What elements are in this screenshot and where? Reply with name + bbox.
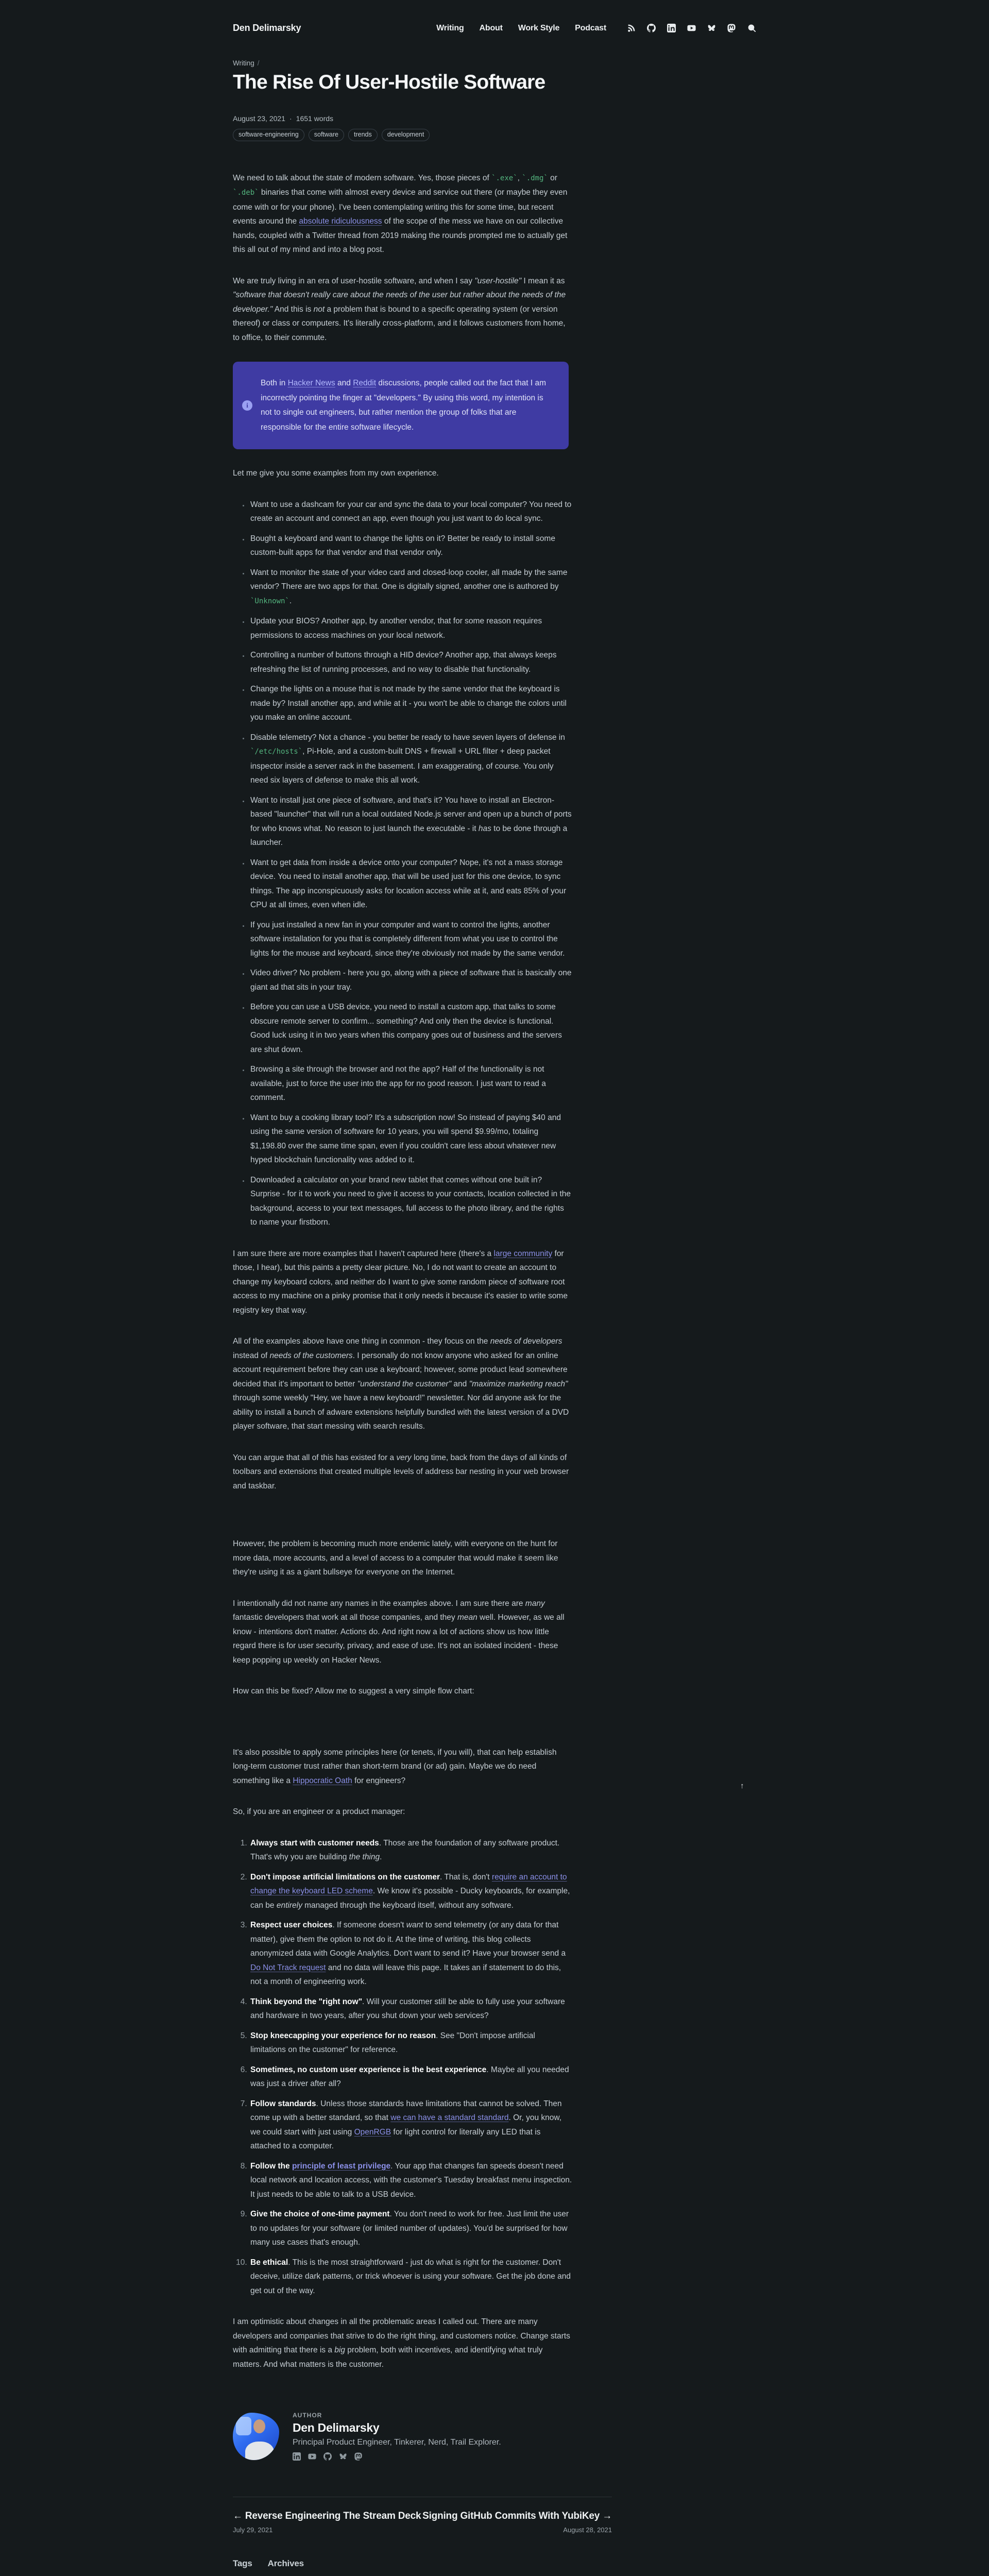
author-label: AUTHOR: [293, 2412, 322, 2419]
paragraph: I am optimistic about changes in all the problematic areas I called out. There are many developers and companies that strive to do the right thing, and customers notice. Change starts with admitting that there is a big problem, both with incentives, and identifying what truly matters. And what matters is the customer.: [233, 2317, 570, 2369]
bold-text: Give the choice of one-time payment: [250, 2210, 390, 2219]
main-nav: [436, 24, 756, 33]
tag-pill[interactable]: software: [309, 129, 344, 141]
emphasis-text: "understand the customer": [357, 1379, 452, 1388]
numbered-list: [233, 1836, 573, 2298]
youtube-icon[interactable]: [308, 2452, 316, 2461]
footer-links: [233, 2558, 612, 2569]
avatar-shirt: [245, 2442, 274, 2460]
bluesky-icon[interactable]: [339, 2452, 347, 2461]
inline-link[interactable]: large community: [493, 1249, 553, 1258]
bold-text: Think beyond the "right now": [250, 1997, 363, 2006]
list-item: • Before you can use a USB device, you need to install a custom app, that talks to some obscure remote server to confirm... something? And only then the device is functional. Good luck using it in two years when this company goes out of business and the servers are shut down.: [249, 1000, 573, 1057]
paragraph: How can this be fixed? Allow me to suggest a very simple flow chart:: [233, 1687, 474, 1696]
section-spacer: [233, 1510, 573, 1537]
main-content: [233, 59, 756, 2461]
nav-item-writing[interactable]: Writing: [436, 23, 464, 32]
bold-text: Sometimes, no custom user experience is the best experience: [250, 2065, 487, 2074]
paragraph: All of the examples above have one thing in common - they focus on the needs of developers instead of needs of the customers. I personally do not know anyone who asked for an online account requirement before they can use a keyboard; however, some product lead somewhere decided that it's important to better "understand the customer" and "maximize marketing reach" through some weekly "Hey, we have a new keyboard!" newsletter. Nor did anyone ask for the ability to install a bunch of adware extensions helpfully bundled with the latest version of a DVD player software, that start messing with search results.: [233, 1337, 569, 1431]
list-item: • Want to install just one piece of software, and that's it? You have to install an Electron-based "launcher" that will run a local outdated Node.js server and open up a bunch of ports for who knows what. No reason to just launch the executable - it has to be done through a launcher.: [249, 793, 573, 850]
bold-text: Follow the: [250, 2161, 292, 2171]
inline-link[interactable]: Reddit: [353, 379, 377, 388]
emphasis-text: has: [478, 824, 491, 833]
emphasis-text: "maximize marketing reach": [469, 1379, 568, 1388]
post-date: August 23, 2021: [233, 114, 285, 123]
inline-link[interactable]: Do Not Track request: [250, 1963, 326, 1972]
emphasis-text: the thing: [349, 1853, 380, 1862]
bullet-list: [233, 498, 573, 1230]
inline-code: `/etc/hosts`: [250, 748, 303, 756]
prev-post-date: July 29, 2021: [233, 2526, 273, 2534]
author-bio: Principal Product Engineer, Tinkerer, Nerd, Trail Explorer.: [293, 2438, 501, 2447]
tag-pill[interactable]: software-engineering: [233, 129, 304, 141]
page: [233, 0, 756, 2576]
mastodon-icon[interactable]: [727, 24, 736, 32]
post-navigation: [233, 2511, 612, 2534]
list-item: • Change the lights on a mouse that is not made by the same vendor that the keyboard is made by? Install another app, and while at it - you won't be able to change the colors until you make an online account.: [249, 682, 573, 725]
bold-text: Stop kneecapping your experience for no reason: [250, 2031, 436, 2040]
github-icon[interactable]: [647, 24, 656, 32]
tag-pill[interactable]: trends: [348, 129, 378, 141]
tag-list: [233, 129, 756, 141]
info-callout: [233, 362, 569, 449]
bluesky-icon[interactable]: [707, 24, 716, 32]
meta-dot: ·: [289, 114, 292, 123]
bold-text: Don't impose artificial limitations on the customer: [250, 1872, 440, 1882]
list-item: • Browsing a site through the browser and not the app? Half of the functionality is not available, just to force the user into the app for no good reason. I just want to read a comment.: [249, 1062, 573, 1105]
paragraph: You can argue that all of this has existed for a very long time, back from the days of all kinds of toolbars and extensions that created multiple levels of address bar nesting in your web browser and taskbar.: [233, 1453, 569, 1490]
paragraph: It's also possible to apply some principles here (or tenets, if you will), that can help establish long-term customer trust rather than short-term brand (or ad) gain. Maybe we do need something like a Hippocratic Oath for engineers?: [233, 1748, 557, 1785]
next-post-link[interactable]: Signing GitHub Commits With YubiKey →: [422, 2511, 612, 2522]
paragraph: I am sure there are more examples that I haven't captured here (there's a large community for those, I hear), but this paints a pretty clear picture. No, I do not want to create an account to change my keyboard colors, and neither do I want to give some random piece of software root access to my machine on a pinky promise that it only needs it because it's easier to write some registry key that way.: [233, 1249, 568, 1315]
avatar-head: [253, 2419, 265, 2433]
inline-code: `.exe`: [491, 174, 518, 182]
github-icon[interactable]: [323, 2452, 332, 2461]
footer-link-archives[interactable]: Archives: [267, 2558, 304, 2569]
paragraph: However, the problem is becoming much more endemic lately, with everyone on the hunt for more data, more accounts, and a level of access to a computer that would make it seem like they're using it as a giant bullseye for everyone on the Internet.: [233, 1539, 558, 1577]
avatar-background: [236, 2417, 251, 2435]
inline-code: `Unknown`: [250, 597, 289, 605]
nav-item-about[interactable]: About: [479, 23, 503, 32]
bold-text: Be ethical: [250, 2258, 288, 2267]
inline-link[interactable]: require an account to change the keyboard LED scheme: [250, 1872, 567, 1896]
author-card: [233, 2412, 573, 2461]
nav-item-work-style[interactable]: Work Style: [518, 23, 560, 32]
list-item: • Downloaded a calculator on your brand new tablet that comes without one built in? Surprise - for it to work you need to give it access to your contacts, location collected in the background, access to your text messages, full access to the photo library, and the rights to name your firstborn.: [249, 1173, 573, 1230]
list-item: 5. Stop kneecapping your experience for no reason. See "Don't impose artificial limitations on the customer" for reference.: [249, 2029, 573, 2057]
bold-text: [292, 2162, 390, 2171]
author-info: [293, 2412, 501, 2461]
emphasis-text: "user-hostile": [474, 276, 522, 285]
left-arrow-icon: ←: [233, 2511, 243, 2522]
breadcrumb: [233, 59, 756, 67]
bold-text: Always start with customer needs: [250, 1838, 379, 1848]
site-footer: [233, 2497, 612, 2576]
emphasis-text: needs of developers: [490, 1337, 562, 1346]
linkedin-icon[interactable]: [667, 24, 676, 32]
author-avatar: [233, 2413, 279, 2460]
callout-text: Both in Hacker News and Reddit discussions, people called out the fact that I am incorrectly pointing the finger at "developers." By using this word, my intention is not to single out engineers, but rather mention the group of folks that are responsible for the entire software lifecycle.: [261, 379, 547, 432]
emphasis-text: "software that doesn't really care about the needs of the user but rather about the needs of the developer.": [233, 291, 566, 314]
emphasis-text: big: [334, 2346, 345, 2355]
list-item: 4. Think beyond the "right now". Will your customer still be able to fully use your software and hardware in two years, after you shut down your web services?: [249, 1995, 573, 2023]
list-item: 1. Always start with customer needs. Those are the foundation of any software product. That's why you are building the thing.: [249, 1836, 573, 1865]
right-arrow-icon: →: [602, 2511, 612, 2522]
list-item: 6. Sometimes, no custom user experience is the best experience. Maybe all you needed was just a driver after all?: [249, 2063, 573, 2091]
breadcrumb-separator: /: [257, 59, 260, 67]
emphasis-text: needs of the customers: [269, 1351, 353, 1360]
list-item: 9. Give the choice of one-time payment. You don't need to work for free. Just limit the user to no updates for your software (or limited number of updates). You'd be surprised for how many use cases that's enough.: [249, 2207, 573, 2250]
inline-link[interactable]: principle of least privilege: [292, 2161, 391, 2171]
info-icon: i: [242, 400, 252, 411]
paragraph: We need to talk about the state of modern software. Yes, those pieces of `.exe`, `.dmg` or `.deb` binaries that come with almost every device and service out there (or maybe they even come with or for your phone). I've been contemplating writing this for some time, but recent events around the absolute ridiculousness of the scope of the mess we have on our collective hands, coupled with a Twitter thread from 2019 making the rounds prompted me to actually get this all out of my mind and into a blog post.: [233, 173, 568, 255]
inline-code: `.deb`: [233, 189, 259, 197]
footer-link-tags[interactable]: Tags: [233, 2558, 252, 2569]
list-item: • Video driver? No problem - here you go, along with a piece of software that is basically one giant ad that sits in your tray.: [249, 966, 573, 994]
inline-link[interactable]: we can have a standard standard: [390, 2113, 509, 2123]
inline-link[interactable]: absolute ridiculousness: [299, 217, 382, 226]
breadcrumb-link[interactable]: Writing: [233, 59, 254, 67]
emphasis-text: not: [313, 304, 325, 314]
nav-item-podcast[interactable]: Podcast: [575, 23, 606, 32]
inline-link[interactable]: Hippocratic Oath: [293, 1776, 352, 1785]
prev-post-link[interactable]: ← Reverse Engineering The Stream Deck: [233, 2511, 421, 2522]
list-item: • Controlling a number of buttons through a HID device? Another app, that always keeps refreshing the list of running processes, and no way to disable that functionality.: [249, 648, 573, 676]
list-item: 3. Respect user choices. If someone doesn't want to send telemetry (or any data for that matter), give them the option to not do it. At the time of writing, this blog collects anonymized data with Google Analytics. Don't want to send it? Have your browser send a Do Not Track request and no data will leave this page. It takes an if statement to do this, not a month of engineering work.: [249, 1918, 573, 1989]
post-body: [233, 171, 573, 2372]
paragraph: I intentionally did not name any names in the examples above. I am sure there are many fantastic developers that work at all those companies, and they mean well. However, as we all know - intentions don't matter. Actions do. And right now a lot of actions show us how little regard there is for user security, privacy, and ease of use. It's not an isolated incident - these keep popping up weekly on Hacker News.: [233, 1599, 565, 1665]
list-item: 10. Be ethical. This is the most straightforward - just do what is right for the customer. Don't deceive, utilize dark patterns, or trick whoever is using your software. Get the job done and get out of the way.: [249, 2256, 573, 2298]
next-post: [422, 2511, 612, 2534]
next-post-date: August 28, 2021: [563, 2526, 612, 2534]
scroll-to-top-button[interactable]: ↑: [740, 1782, 744, 1790]
list-item: 7. Follow standards. Unless those standards have limitations that cannot be solved. Then come up with a better standard, so that we can have a standard standard. Or, you know, we could start with just using OpenRGB for light control for literally any LED that is attached to a computer.: [249, 2097, 573, 2154]
emphasis-text: mean: [457, 1613, 478, 1622]
nav-links: [436, 24, 606, 33]
list-item: • Want to buy a cooking library tool? It's a subscription now! So instead of paying $40 and using the same version of software for 10 years, you will spend $9.99/mo, totaling $1,198.80 over the same time span, even if you couldn't care less about whatever new hyped blockchain functionality was added to it.: [249, 1111, 573, 1167]
emphasis-text: entirely: [276, 1901, 302, 1910]
post-meta: [233, 114, 756, 123]
inline-link[interactable]: Hacker News: [287, 379, 335, 388]
paragraph: Let me give you some examples from my own experience.: [233, 469, 439, 478]
emphasis-text: many: [525, 1599, 545, 1608]
tag-pill[interactable]: development: [382, 129, 430, 141]
emphasis-text: very: [396, 1453, 412, 1462]
list-item: • Update your BIOS? Another app, by another vendor, that for some reason requires permissions to access machines on your local network.: [249, 614, 573, 642]
paragraph: We are truly living in an era of user-hostile software, and when I say "user-hostile" I mean it as "software that doesn't really care about the needs of the user but rather about the needs of the developer." And this is not a problem that is bound to a specific operating system (or version thereof) or class or computers. It's literally cross-platform, and it follows customers from home, to office, to their commute.: [233, 276, 566, 342]
inline-code: `.dmg`: [522, 174, 548, 182]
list-item: • If you just installed a new fan in your computer and want to control the lights, another software installation for you that is completely different from what you use to control the lights for the mouse and keyboard, since they're obviously not made by the same vendor.: [249, 918, 573, 961]
brand-link[interactable]: Den Delimarsky: [233, 23, 301, 33]
author-name: Den Delimarsky: [293, 2421, 380, 2435]
list-item: • Bought a keyboard and want to change the lights on it? Better be ready to install some custom-built apps for that vendor and that vendor only.: [249, 532, 573, 560]
inline-link[interactable]: OpenRGB: [354, 2127, 391, 2137]
paragraph: So, if you are an engineer or a product manager:: [233, 1807, 405, 1817]
list-item: 2. Don't impose artificial limitations on the customer. That is, don't require an account to change the keyboard LED scheme. We know it's possible - Ducky keyboards, for example, can be entirely managed through the keyboard itself, without any software.: [249, 1870, 573, 1913]
author-social-icons: [293, 2452, 501, 2461]
list-item: 8. Follow the principle of least privilege. Your app that changes fan speeds doesn't need local network and location access, with the customer's Tuesday breakfast menu inspection. It just needs to be able to talk to a USB device.: [249, 2159, 573, 2202]
site-header: [233, 23, 756, 33]
mastodon-icon[interactable]: [354, 2452, 363, 2461]
linkedin-icon[interactable]: [293, 2452, 301, 2461]
word-count: 1651 words: [296, 114, 334, 123]
list-item: • Disable telemetry? Not a chance - you better be ready to have seven layers of defense in `/etc/hosts`, Pi-Hole, and a custom-built DNS + firewall + URL filter + deep packet inspector inside a server rack in the basement. I am exaggerating, of course. You only need six layers of defense to make this all work.: [249, 731, 573, 788]
section-spacer: [233, 1716, 573, 1745]
page-title: The Rise Of User-Hostile Software: [233, 71, 545, 93]
search-icon[interactable]: [747, 24, 756, 32]
prev-post: [233, 2511, 421, 2534]
list-item: • Want to use a dashcam for your car and sync the data to your local computer? You need to create an account and connect an app, even though you just want to do local sync.: [249, 498, 573, 526]
nav-icons: [627, 24, 756, 32]
bold-text: Follow standards: [250, 2099, 316, 2108]
list-item: • Want to monitor the state of your video card and closed-loop cooler, all made by the same vendor? There are two apps for that. One is digitally signed, another one is authored by `Unknown`.: [249, 566, 573, 609]
list-item: • Want to get data from inside a device onto your computer? Nope, it's not a mass storage device. You need to install another app, that will be used just for this one device, to sync things. The app inconspicuously asks for location access while at it, and eats 85% of your CPU at all times, even when idle.: [249, 856, 573, 912]
emphasis-text: want: [406, 1921, 423, 1930]
rss-icon[interactable]: [627, 24, 636, 32]
youtube-icon[interactable]: [687, 24, 696, 32]
bold-text: Respect user choices: [250, 1921, 333, 1930]
